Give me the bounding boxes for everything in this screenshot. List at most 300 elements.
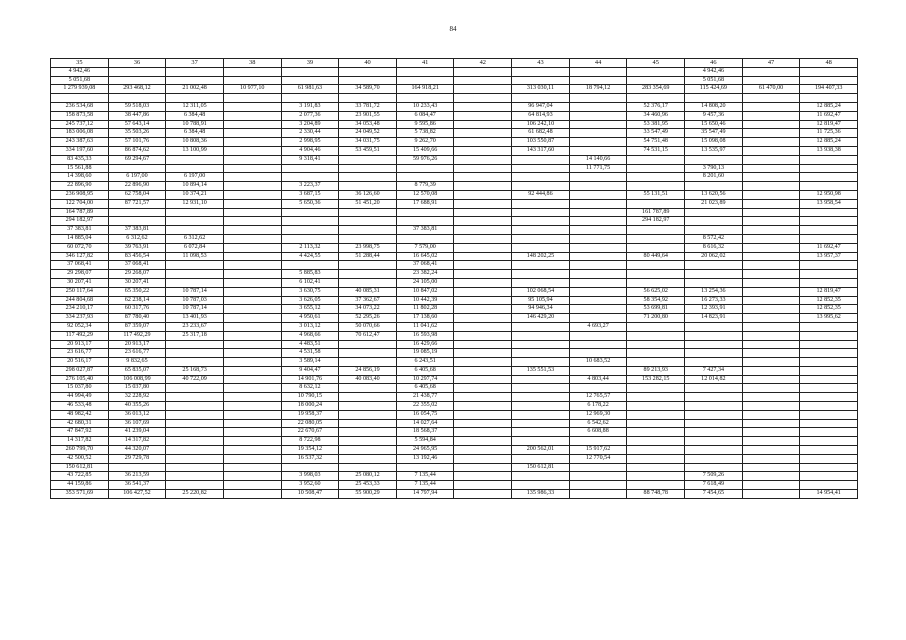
table-cell: 15 917,62 [569, 446, 627, 455]
table-cell: 9 262,70 [396, 138, 454, 147]
table-cell: 334 237,93 [51, 314, 109, 323]
table-row [51, 173, 858, 182]
table-cell: 3 223,37 [281, 182, 339, 191]
table-cell: 158 873,58 [51, 111, 109, 120]
table-cell [281, 208, 339, 217]
table-cell: 14 954,41 [800, 490, 858, 499]
table-cell [454, 138, 512, 147]
table-cell: 3 998,03 [281, 472, 339, 481]
table-cell: 234 210,17 [51, 305, 109, 314]
table-cell: 10 847,02 [396, 287, 454, 296]
table-cell [742, 393, 800, 402]
table-cell [223, 463, 281, 472]
table-cell [454, 287, 512, 296]
table-row [51, 287, 858, 296]
table-cell: 24 105,00 [396, 278, 454, 287]
table-cell: 9 457,36 [685, 111, 743, 120]
table-cell [454, 446, 512, 455]
table-cell: 294 182,97 [51, 217, 109, 226]
table-cell [339, 270, 397, 279]
table-cell [685, 331, 743, 340]
table-row [51, 102, 858, 111]
table-cell: 74 531,15 [627, 146, 685, 155]
table-cell [339, 182, 397, 191]
table-cell: 15 650,46 [685, 120, 743, 129]
table-cell [339, 261, 397, 270]
table-cell [166, 208, 224, 217]
table-cell [627, 472, 685, 481]
table-cell: 12 885,24 [800, 138, 858, 147]
table-cell [223, 173, 281, 182]
table-cell: 16 593,98 [396, 331, 454, 340]
table-cell: 3 687,15 [281, 190, 339, 199]
table-cell: 10 894,14 [166, 182, 224, 191]
table-cell [281, 217, 339, 226]
table-cell: 20 913,17 [108, 340, 166, 349]
table-cell: 37 362,67 [339, 296, 397, 305]
table-cell [223, 375, 281, 384]
table-cell: 57 643,14 [108, 120, 166, 129]
table-cell [512, 243, 570, 252]
table-cell [627, 446, 685, 455]
table-cell [627, 173, 685, 182]
table-cell [454, 481, 512, 490]
table-cell: 4 942,46 [685, 67, 743, 76]
table-cell [569, 490, 627, 499]
table-cell [454, 76, 512, 85]
table-cell [454, 226, 512, 235]
table-cell: 22 080,05 [281, 419, 339, 428]
table-row [51, 305, 858, 314]
table-cell [685, 94, 743, 103]
table-cell [223, 270, 281, 279]
table-row [51, 76, 858, 85]
table-cell [742, 208, 800, 217]
table-cell [512, 155, 570, 164]
table-cell [454, 331, 512, 340]
table-row [51, 278, 858, 287]
table-cell: 7 509,26 [685, 472, 743, 481]
table-cell [454, 410, 512, 419]
table-cell [223, 287, 281, 296]
table-cell [800, 463, 858, 472]
table-cell [339, 155, 397, 164]
table-cell: 17 138,60 [396, 314, 454, 323]
table-row [51, 296, 858, 305]
table-cell: 36 541,37 [108, 481, 166, 490]
table-cell [627, 463, 685, 472]
table-cell [512, 234, 570, 243]
table-cell [454, 375, 512, 384]
table-cell [742, 402, 800, 411]
table-row [51, 481, 858, 490]
table-cell [454, 437, 512, 446]
table-cell: 122 704,00 [51, 199, 109, 208]
table-cell [685, 340, 743, 349]
table-cell [569, 463, 627, 472]
table-cell [627, 67, 685, 76]
table-cell [51, 94, 109, 103]
table-cell [223, 76, 281, 85]
table-cell [800, 366, 858, 375]
table-cell: 10 808,36 [166, 138, 224, 147]
table-cell [800, 164, 858, 173]
table-row [51, 437, 858, 446]
table-cell [685, 428, 743, 437]
table-cell [685, 278, 743, 287]
table-cell: 14 797,94 [396, 490, 454, 499]
table-cell [742, 217, 800, 226]
table-cell [742, 261, 800, 270]
table-cell [396, 173, 454, 182]
table-cell [223, 410, 281, 419]
table-cell: 6 243,51 [396, 358, 454, 367]
table-cell: 17 688,91 [396, 199, 454, 208]
table-cell: 86 874,62 [108, 146, 166, 155]
table-cell: 39 763,91 [108, 243, 166, 252]
table-cell: 96 947,04 [512, 102, 570, 111]
table-cell [166, 419, 224, 428]
column-header: 39 [281, 59, 339, 68]
table-cell: 57 101,76 [108, 138, 166, 147]
table-cell [685, 393, 743, 402]
table-cell [223, 67, 281, 76]
table-cell: 80 449,64 [627, 252, 685, 261]
table-cell: 71 200,80 [627, 314, 685, 323]
table-cell [396, 67, 454, 76]
table-cell [742, 305, 800, 314]
table-cell [627, 340, 685, 349]
table-cell: 243 387,63 [51, 138, 109, 147]
table-cell [454, 190, 512, 199]
table-cell [281, 94, 339, 103]
table-cell [627, 428, 685, 437]
table-cell [339, 446, 397, 455]
table-cell [627, 481, 685, 490]
table-cell [685, 182, 743, 191]
column-header: 46 [685, 59, 743, 68]
table-cell: 3 630,75 [281, 287, 339, 296]
table-row [51, 261, 858, 270]
table-cell: 9 318,41 [281, 155, 339, 164]
header-row [51, 59, 858, 68]
table-cell [569, 208, 627, 217]
table-cell: 6 197,00 [166, 173, 224, 182]
page-number: 84 [449, 25, 457, 33]
table-cell [223, 226, 281, 235]
table-cell: 56 625,02 [627, 287, 685, 296]
table-cell: 2 998,95 [281, 138, 339, 147]
table-cell: 64 814,93 [512, 111, 570, 120]
table-row [51, 243, 858, 252]
table-cell: 34 031,75 [339, 138, 397, 147]
table-cell [454, 463, 512, 472]
table-cell [223, 243, 281, 252]
table-cell [512, 164, 570, 173]
table-cell [742, 490, 800, 499]
table-cell [512, 384, 570, 393]
table-row [51, 331, 858, 340]
table-cell [396, 208, 454, 217]
table-cell: 10 374,21 [166, 190, 224, 199]
table-cell [223, 129, 281, 138]
table-cell [569, 102, 627, 111]
table-cell [742, 463, 800, 472]
table-cell [569, 252, 627, 261]
table-cell [742, 102, 800, 111]
table-cell: 53 699,81 [627, 305, 685, 314]
table-cell [742, 278, 800, 287]
table-cell: 18 568,37 [396, 428, 454, 437]
table-cell: 55 131,51 [627, 190, 685, 199]
table-cell [223, 314, 281, 323]
table-cell [569, 481, 627, 490]
table-cell: 10 787,03 [166, 296, 224, 305]
table-cell: 5 051,68 [685, 76, 743, 85]
table-cell [627, 261, 685, 270]
table-cell [223, 182, 281, 191]
table-cell: 11 692,47 [800, 243, 858, 252]
table-cell [685, 322, 743, 331]
table-cell [339, 428, 397, 437]
table-cell: 3 790,13 [685, 164, 743, 173]
table-cell [569, 287, 627, 296]
table-cell: 41 239,04 [108, 428, 166, 437]
table-cell [569, 340, 627, 349]
table-cell [281, 164, 339, 173]
table-cell: 12 852,35 [800, 305, 858, 314]
table-cell [223, 340, 281, 349]
table-cell [454, 384, 512, 393]
table-cell [742, 358, 800, 367]
table-cell: 52 376,17 [627, 102, 685, 111]
table-cell [454, 366, 512, 375]
table-cell: 37 383,81 [51, 226, 109, 235]
table-cell [800, 375, 858, 384]
table-cell [627, 164, 685, 173]
table-cell [627, 322, 685, 331]
table-cell: 37 068,41 [51, 261, 109, 270]
table-cell: 21 438,77 [396, 393, 454, 402]
table-cell: 15 037,80 [108, 384, 166, 393]
table-cell [454, 419, 512, 428]
table-cell [223, 234, 281, 243]
table-cell [339, 340, 397, 349]
table-cell: 135 551,53 [512, 366, 570, 375]
table-cell [512, 94, 570, 103]
table-cell [223, 261, 281, 270]
table-cell [512, 226, 570, 235]
table-cell [454, 129, 512, 138]
table-cell [454, 305, 512, 314]
table-row [51, 94, 858, 103]
table-cell: 44 994,49 [51, 393, 109, 402]
table-row [51, 314, 858, 323]
table-cell: 117 492,29 [51, 331, 109, 340]
table-cell [800, 340, 858, 349]
table-cell: 65 835,07 [108, 366, 166, 375]
table-cell: 12 852,35 [800, 296, 858, 305]
table-cell: 14 398,60 [51, 173, 109, 182]
table-cell: 62 238,14 [108, 296, 166, 305]
table-cell [800, 173, 858, 182]
table-cell [569, 226, 627, 235]
table-row [51, 419, 858, 428]
table-cell [339, 419, 397, 428]
table-cell [800, 155, 858, 164]
table-cell: 2 330,44 [281, 129, 339, 138]
table-cell [339, 384, 397, 393]
table-cell [512, 173, 570, 182]
table-cell: 6 405,68 [396, 366, 454, 375]
table-row [51, 358, 858, 367]
table-cell: 7 135,44 [396, 481, 454, 490]
table-cell: 3 655,12 [281, 305, 339, 314]
table-cell: 12 969,30 [569, 410, 627, 419]
table-cell: 44 159,86 [51, 481, 109, 490]
table-row [51, 217, 858, 226]
table-cell [512, 340, 570, 349]
table-cell [569, 243, 627, 252]
table-cell [281, 234, 339, 243]
table-cell: 37 068,41 [108, 261, 166, 270]
table-cell [685, 437, 743, 446]
table-cell: 293 468,12 [108, 85, 166, 94]
table-row [51, 199, 858, 208]
table-cell: 19 958,37 [281, 410, 339, 419]
table-row [51, 366, 858, 375]
table-cell: 59 518,03 [108, 102, 166, 111]
table-cell: 194 407,33 [800, 85, 858, 94]
table-cell: 60 317,76 [108, 305, 166, 314]
table-cell [800, 419, 858, 428]
table-row [51, 85, 858, 94]
table-cell: 10 683,52 [569, 358, 627, 367]
table-cell [742, 349, 800, 358]
table-cell [223, 419, 281, 428]
table-cell: 40 355,26 [108, 402, 166, 411]
table-cell [685, 463, 743, 472]
table-cell: 143 317,60 [512, 146, 570, 155]
table-cell [800, 454, 858, 463]
table-cell [685, 454, 743, 463]
table-cell: 92 444,86 [512, 190, 570, 199]
table-row [51, 375, 858, 384]
table-cell [800, 182, 858, 191]
table-cell [800, 67, 858, 76]
table-row [51, 340, 858, 349]
table-cell: 4 904,46 [281, 146, 339, 155]
table-cell: 6 384,48 [166, 111, 224, 120]
table-cell: 4 693,27 [569, 322, 627, 331]
table-cell [512, 349, 570, 358]
table-cell: 12 819,47 [800, 120, 858, 129]
table-cell [627, 437, 685, 446]
table-cell [800, 358, 858, 367]
table-cell: 34 053,48 [339, 120, 397, 129]
table-cell [512, 182, 570, 191]
table-cell [339, 278, 397, 287]
table-cell: 25 317,18 [166, 331, 224, 340]
table-cell [108, 94, 166, 103]
table-cell [454, 454, 512, 463]
column-header: 37 [166, 59, 224, 68]
table-cell [569, 190, 627, 199]
table-cell: 164 787,89 [51, 208, 109, 217]
table-cell [627, 454, 685, 463]
table-cell [627, 226, 685, 235]
table-cell: 13 254,36 [685, 287, 743, 296]
table-cell [281, 463, 339, 472]
table-cell: 40 722,09 [166, 375, 224, 384]
table-row [51, 120, 858, 129]
table-cell [454, 208, 512, 217]
table-cell [512, 278, 570, 287]
table-cell [166, 410, 224, 419]
table-cell: 46 533,48 [51, 402, 109, 411]
table-cell: 43 722,85 [51, 472, 109, 481]
table-cell: 23 901,55 [339, 111, 397, 120]
table-row [51, 490, 858, 499]
table-cell [223, 164, 281, 173]
table-cell [685, 446, 743, 455]
table-cell [339, 226, 397, 235]
table-cell: 8 201,60 [685, 173, 743, 182]
table-cell [512, 67, 570, 76]
table-cell: 4 950,61 [281, 314, 339, 323]
table-cell [742, 340, 800, 349]
table-cell [512, 199, 570, 208]
table-row [51, 226, 858, 235]
table-cell [166, 261, 224, 270]
table-cell: 29 729,78 [108, 454, 166, 463]
table-cell: 334 197,60 [51, 146, 109, 155]
table-cell [454, 111, 512, 120]
table-cell: 95 105,94 [512, 296, 570, 305]
table-cell: 6 072,84 [166, 243, 224, 252]
table-cell: 11 725,36 [800, 129, 858, 138]
table-cell: 12 765,57 [569, 393, 627, 402]
table-cell [800, 402, 858, 411]
table-cell [742, 243, 800, 252]
table-cell [454, 67, 512, 76]
table-cell [742, 322, 800, 331]
table-row [51, 410, 858, 419]
table-cell: 53 381,95 [627, 120, 685, 129]
table-cell: 200 562,01 [512, 446, 570, 455]
column-header: 41 [396, 59, 454, 68]
table-cell: 32 228,92 [108, 393, 166, 402]
table-cell [742, 146, 800, 155]
table-cell: 51 451,20 [339, 199, 397, 208]
table-cell [223, 472, 281, 481]
table-cell: 106 427,52 [108, 490, 166, 499]
table-cell [627, 349, 685, 358]
table-cell: 6 102,41 [281, 278, 339, 287]
table-cell: 9 832,65 [108, 358, 166, 367]
table-cell: 8 616,32 [685, 243, 743, 252]
table-cell [742, 138, 800, 147]
table-cell: 25 220,82 [166, 490, 224, 499]
table-cell: 22 896,90 [51, 182, 109, 191]
table-cell: 23 616,77 [108, 349, 166, 358]
table-cell: 115 424,69 [685, 85, 743, 94]
table-cell [685, 402, 743, 411]
table-cell [512, 76, 570, 85]
table-cell: 3 204,89 [281, 120, 339, 129]
table-cell: 14 317,82 [51, 437, 109, 446]
table-cell: 58 354,92 [627, 296, 685, 305]
